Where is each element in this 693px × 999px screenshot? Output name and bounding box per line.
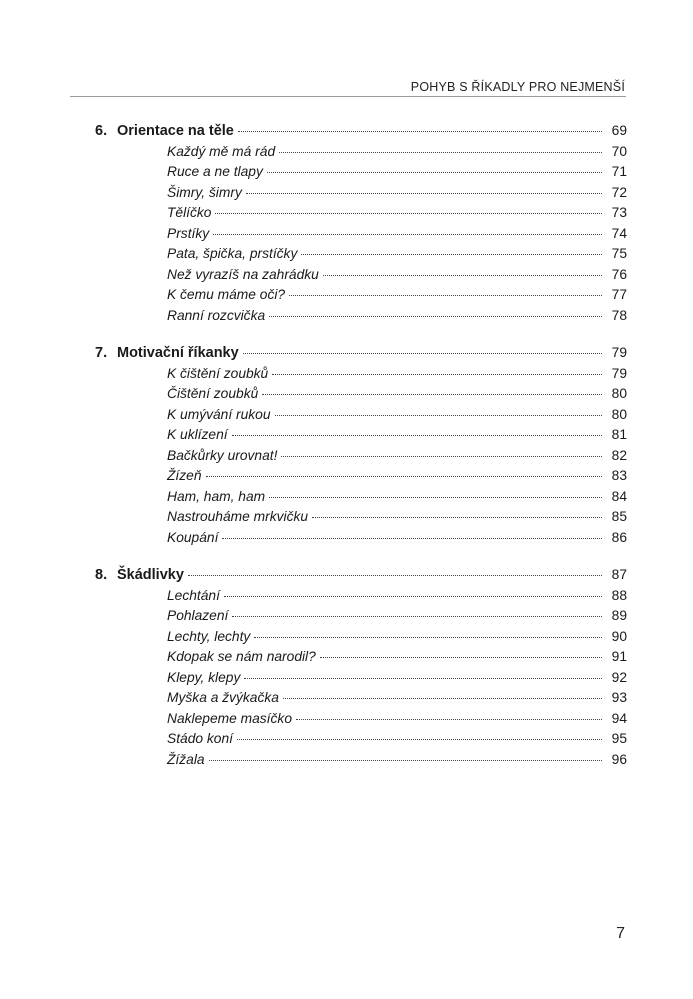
chapter-page: 79 (611, 345, 627, 360)
toc-entry (167, 446, 627, 467)
entry-page: 71 (611, 164, 627, 179)
entry-page: 79 (611, 365, 627, 381)
entry-title: K umývání rukou (167, 406, 271, 422)
toc-entry (167, 668, 627, 689)
dot-leader (254, 637, 602, 638)
toc-entry (167, 384, 627, 405)
entry-title: Nastrouháme mrkvičku (167, 509, 309, 524)
dot-leader (296, 719, 602, 720)
toc-entry (167, 647, 627, 668)
chapter-title: Orientace na těle (117, 123, 234, 139)
entry-page: 74 (611, 225, 627, 241)
entry-title: Bačkůrky urovnat! (167, 447, 278, 463)
toc-chapter (0, 343, 693, 548)
entry-page: 80 (611, 406, 627, 422)
entry-title: Kdopak se nám narodil? (167, 649, 316, 664)
entry-page: 70 (611, 143, 627, 159)
entry-title: K čištění zoubků (167, 365, 269, 381)
entry-page: 96 (611, 751, 627, 767)
entry-page: 95 (611, 731, 627, 746)
entry-title: Každý mě má rád (167, 143, 276, 159)
toc-entry (167, 265, 627, 286)
entry-title: Žízeň (167, 468, 202, 483)
dot-leader (283, 698, 602, 699)
entry-title: Čištění zoubků (167, 386, 259, 401)
entry-title: Prstíky (167, 225, 210, 241)
dot-leader (238, 131, 602, 132)
toc-entry (167, 224, 627, 245)
toc-entry (167, 606, 627, 627)
toc-chapter (0, 121, 693, 326)
toc-entry (167, 750, 627, 771)
entry-title: Pohlazení (167, 608, 229, 623)
dot-leader (206, 476, 602, 477)
entry-page: 94 (611, 710, 627, 726)
entry-title: Žížala (167, 751, 205, 767)
entry-page: 76 (611, 266, 627, 282)
entry-title: Lechtání (167, 587, 220, 603)
entry-page: 73 (611, 205, 627, 220)
toc-entry (167, 507, 627, 528)
dot-leader (213, 234, 602, 235)
chapter-page: 69 (611, 123, 627, 138)
entry-title: Myška a žvýkačka (167, 690, 279, 705)
toc-entry (167, 487, 627, 508)
toc-entry (167, 627, 627, 648)
dot-leader (215, 213, 602, 214)
chapter-title: Škádlivky (117, 567, 184, 583)
dot-leader (272, 374, 602, 375)
entry-title: Lechty, lechty (167, 628, 251, 644)
entry-page: 89 (611, 608, 627, 623)
entry-page: 78 (611, 307, 627, 323)
dot-leader (244, 678, 602, 679)
entry-page: 72 (611, 184, 627, 200)
toc-entry (167, 729, 627, 750)
chapter-number: 6. (95, 123, 108, 139)
entry-page: 81 (611, 427, 627, 442)
chapter-page: 87 (611, 567, 627, 582)
toc-entry (167, 709, 627, 730)
toc-chapter-heading (95, 121, 627, 142)
toc-entry (167, 142, 627, 163)
dot-leader (281, 456, 602, 457)
entry-page: 86 (611, 529, 627, 545)
dot-leader (279, 152, 602, 153)
entry-page: 80 (611, 386, 627, 401)
toc-entry (167, 425, 627, 446)
entry-title: Ranní rozcvička (167, 307, 266, 323)
dot-leader (320, 657, 602, 658)
toc-entry (167, 364, 627, 385)
entry-title: Pata, špička, prstíčky (167, 246, 298, 261)
entry-page: 75 (611, 246, 627, 261)
entry-page: 92 (611, 669, 627, 685)
dot-leader (269, 316, 602, 317)
dot-leader (267, 172, 602, 173)
entry-title: K čemu máme oči? (167, 287, 286, 302)
dot-leader (275, 415, 602, 416)
toc-entry (167, 528, 627, 549)
chapter-number: 7. (95, 345, 108, 361)
toc-chapter-heading (95, 565, 627, 586)
chapter-number: 8. (95, 567, 108, 583)
entry-title: Ruce a ne tlapy (167, 164, 263, 179)
entry-title: Naklepeme masíčko (167, 710, 292, 726)
entry-page: 77 (611, 287, 627, 302)
toc-entry (167, 183, 627, 204)
table-of-contents (0, 121, 693, 787)
dot-leader (237, 739, 602, 740)
toc-entry (167, 466, 627, 487)
toc-entry (167, 244, 627, 265)
entry-title: K uklízení (167, 427, 228, 442)
entry-title: Než vyrazíš na zahrádku (167, 266, 319, 282)
page-number: 7 (616, 925, 625, 942)
toc-entry (167, 586, 627, 607)
dot-leader (262, 394, 602, 395)
dot-leader (232, 435, 602, 436)
dot-leader (312, 517, 602, 518)
chapter-title: Motivační říkanky (117, 345, 239, 361)
toc-entry (167, 306, 627, 327)
toc-entry (167, 405, 627, 426)
toc-entry (167, 203, 627, 224)
dot-leader (323, 275, 602, 276)
dot-leader (301, 254, 602, 255)
entry-page: 84 (611, 488, 627, 504)
entry-page: 93 (611, 690, 627, 705)
running-title: POHYB S ŘÍKADLY PRO NEJMENŠÍ (410, 80, 625, 94)
header-rule (70, 96, 626, 97)
entry-title: Šimry, šimry (167, 184, 242, 200)
dot-leader (269, 497, 602, 498)
dot-leader (224, 596, 602, 597)
entry-page: 83 (611, 468, 627, 483)
entry-page: 91 (611, 649, 627, 664)
entry-page: 85 (611, 509, 627, 524)
entry-title: Ham, ham, ham (167, 488, 266, 504)
dot-leader (209, 760, 602, 761)
toc-chapter (0, 565, 693, 770)
entry-page: 90 (611, 628, 627, 644)
toc-chapter-heading (95, 343, 627, 364)
toc-entry (167, 285, 627, 306)
entry-title: Tělíčko (167, 205, 212, 220)
entry-page: 88 (611, 587, 627, 603)
entry-title: Stádo koní (167, 731, 233, 746)
dot-leader (188, 575, 602, 576)
entry-title: Klepy, klepy (167, 669, 241, 685)
dot-leader (289, 295, 602, 296)
entry-title: Koupání (167, 529, 219, 545)
dot-leader (222, 538, 602, 539)
dot-leader (246, 193, 602, 194)
dot-leader (243, 353, 602, 354)
dot-leader (232, 616, 602, 617)
entry-page: 82 (611, 447, 627, 463)
toc-entry (167, 688, 627, 709)
toc-entry (167, 162, 627, 183)
